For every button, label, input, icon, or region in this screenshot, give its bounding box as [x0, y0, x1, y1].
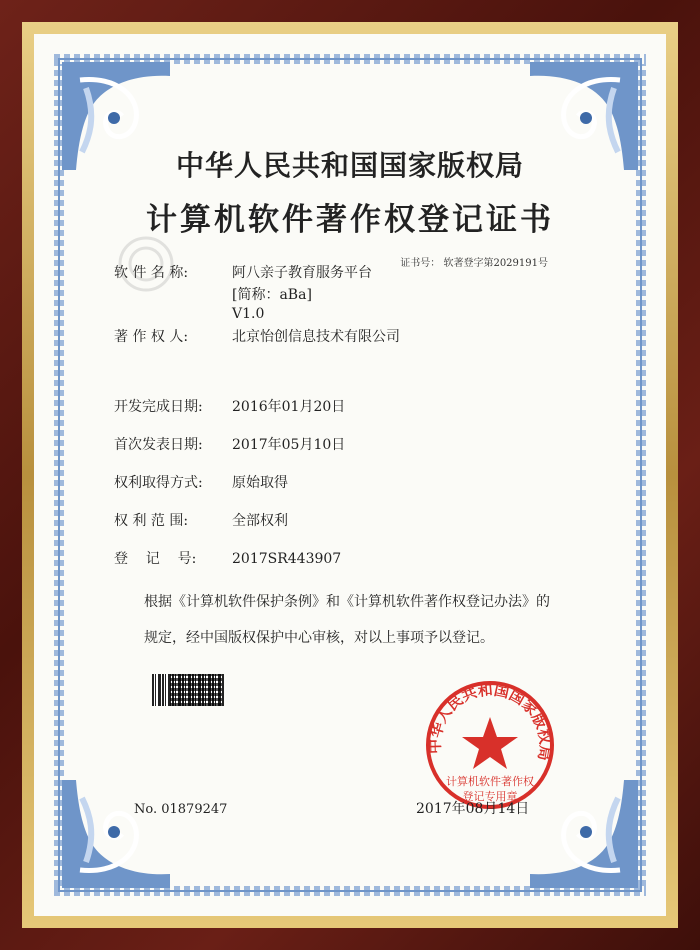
seal-ring-text: 中华人民共和国国家版权局 [425, 680, 555, 762]
field-label: 开发完成日期: [114, 399, 203, 415]
field-completion-date [114, 396, 345, 416]
field-value: 2017年05月10日 [232, 437, 346, 453]
official-seal [424, 679, 556, 811]
certificate-title: 计算机软件著作权登记证书 [146, 202, 554, 238]
field-label: 软 件 名 称: [114, 265, 189, 281]
field-rights-scope [114, 510, 288, 530]
issue-date: 2017年08月14日 [416, 801, 530, 817]
field-registration-number [114, 548, 341, 568]
field-label: 著 作 权 人: [114, 329, 189, 345]
field-label: 权利取得方式: [114, 475, 203, 491]
field-software-name [114, 262, 372, 282]
seal-star-icon [462, 717, 518, 769]
field-value: 全部权利 [232, 513, 288, 529]
qr-pattern [170, 674, 222, 706]
seal-center-line-2: 登记专用章 [462, 790, 518, 803]
statement-line-1: 根据《计算机软件保护条例》和《计算机软件著作权登记办法》的 [144, 594, 550, 610]
field-copyright-owner [114, 326, 400, 346]
field-value: 北京怡创信息技术有限公司 [232, 329, 400, 345]
software-version: V1.0 [232, 306, 265, 322]
field-acquisition-method [114, 472, 288, 492]
field-value: 2016年01月20日 [232, 399, 346, 415]
issuing-agency: 中华人民共和国国家版权局 [175, 149, 524, 182]
field-value: 2017SR443907 [232, 551, 342, 567]
statement-line-2: 规定，经中国版权保护中心审核，对以上事项予以登记。 [144, 630, 494, 646]
seal-center-line-1: 计算机软件著作权 [446, 775, 534, 788]
field-label: 首次发表日期: [114, 437, 203, 453]
statement-paragraph [114, 584, 614, 656]
corner-ornament-bottom-left [56, 774, 176, 894]
field-label: 权 利 范 围: [114, 513, 189, 529]
field-value: 阿八亲子教育服务平台 [232, 265, 372, 281]
certificate-number: 证书号： 软著登字第2029191号 [400, 258, 548, 269]
field-publish-date [114, 434, 345, 454]
serial-number: No. 01879247 [134, 802, 228, 817]
certificate-paper [34, 34, 666, 916]
field-value: 原始取得 [232, 475, 288, 491]
software-abbreviation: [简称：aBa] [232, 287, 312, 303]
field-label: 登 记 号: [114, 551, 197, 567]
